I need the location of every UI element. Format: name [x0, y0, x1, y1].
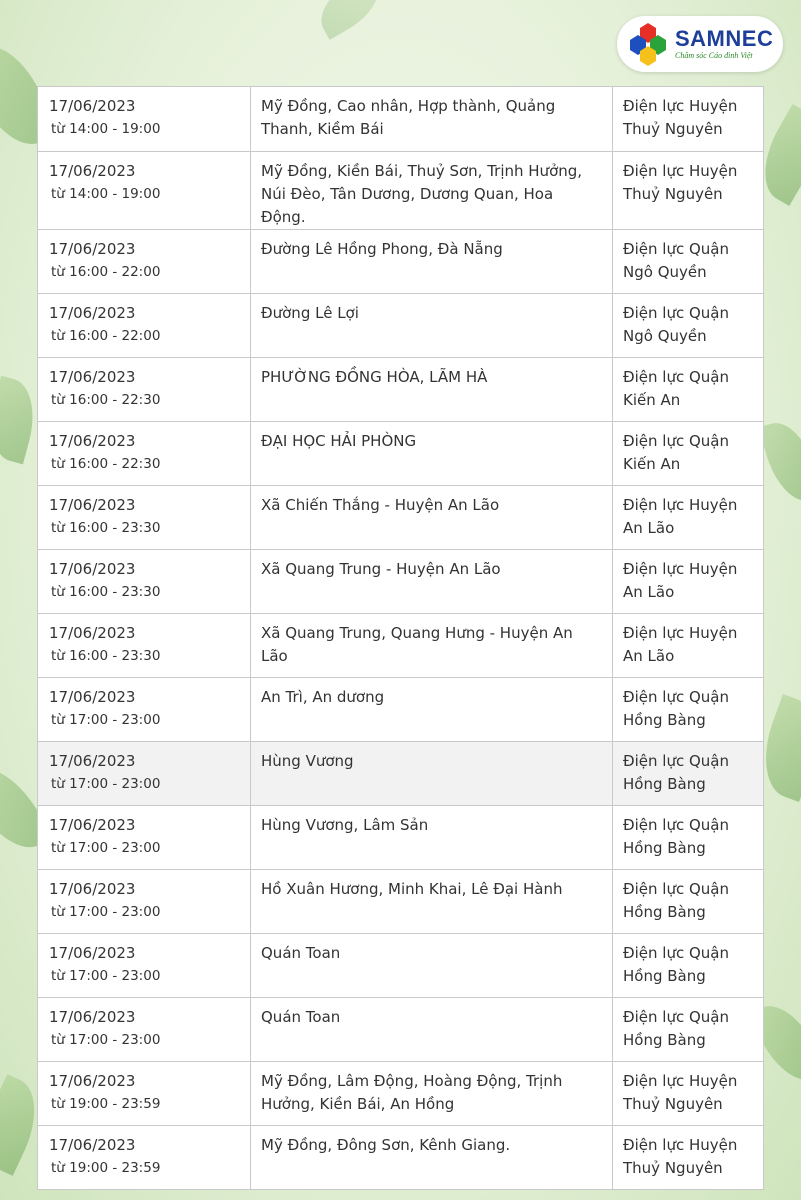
- power-unit-cell: Điện lực Quận Ngô Quyền: [613, 294, 764, 358]
- power-unit-cell: Điện lực Quận Ngô Quyền: [613, 230, 764, 294]
- outage-schedule-table: [37, 86, 763, 1190]
- outage-date: 17/06/2023: [49, 688, 136, 706]
- affected-area-cell: Mỹ Đồng, Lâm Động, Hoàng Động, Trịnh Hưởng, Kiền Bái, An Hồng: [251, 1062, 613, 1126]
- outage-time-range: từ 14:00 - 19:00: [51, 186, 161, 202]
- affected-area-cell: Đường Lê Hồng Phong, Đà Nẵng: [251, 230, 613, 294]
- power-unit-cell: Điện lực Huyện Thuỷ Nguyên: [613, 87, 764, 152]
- date-time-cell: [38, 1062, 251, 1126]
- affected-area-cell: Hùng Vương, Lâm Sản: [251, 806, 613, 870]
- outage-time-range: từ 16:00 - 22:00: [51, 264, 161, 280]
- affected-area-cell: Đường Lê Lợi: [251, 294, 613, 358]
- leaf-decoration: [759, 416, 801, 509]
- outage-date: 17/06/2023: [49, 1136, 136, 1154]
- power-unit-cell: Điện lực Quận Hồng Bàng: [613, 998, 764, 1062]
- date-time-cell: [38, 614, 251, 678]
- date-time-cell: [38, 230, 251, 294]
- date-time-cell: [38, 998, 251, 1062]
- power-unit-cell: Điện lực Huyện An Lão: [613, 614, 764, 678]
- outage-time-range: từ 16:00 - 22:00: [51, 328, 161, 344]
- outage-date: 17/06/2023: [49, 1008, 136, 1026]
- leaf-decoration: [310, 0, 391, 40]
- table-row: [38, 870, 764, 934]
- outage-time-range: từ 19:00 - 23:59: [51, 1160, 161, 1176]
- table-row: [38, 294, 764, 358]
- outage-time-range: từ 17:00 - 23:00: [51, 1032, 161, 1048]
- power-unit-cell: Điện lực Huyện Thuỷ Nguyên: [613, 152, 764, 230]
- affected-area-cell: Xã Quang Trung - Huyện An Lão: [251, 550, 613, 614]
- outage-time-range: từ 16:00 - 22:30: [51, 392, 161, 408]
- outage-time-range: từ 17:00 - 23:00: [51, 968, 161, 984]
- outage-date: 17/06/2023: [49, 304, 136, 322]
- table-row: [38, 87, 764, 152]
- table-row: [38, 998, 764, 1062]
- outage-date: 17/06/2023: [49, 240, 136, 258]
- outage-time-range: từ 17:00 - 23:00: [51, 776, 161, 792]
- outage-date: 17/06/2023: [49, 880, 136, 898]
- outage-time-range: từ 17:00 - 23:00: [51, 712, 161, 728]
- power-unit-cell: Điện lực Quận Hồng Bàng: [613, 742, 764, 806]
- affected-area-cell: Hồ Xuân Hương, Minh Khai, Lê Đại Hành: [251, 870, 613, 934]
- date-time-cell: [38, 358, 251, 422]
- power-unit-cell: Điện lực Huyện An Lão: [613, 550, 764, 614]
- table-row: [38, 550, 764, 614]
- affected-area-cell: Mỹ Đồng, Cao nhân, Hợp thành, Quảng Thanh, Kiềm Bái: [251, 87, 613, 152]
- affected-area-cell: Mỹ Đồng, Kiền Bái, Thuỷ Sơn, Trịnh Hưởng, Núi Đèo, Tân Dương, Dương Quan, Hoa Động.: [251, 152, 613, 230]
- affected-area-cell: Xã Chiến Thắng - Huyện An Lão: [251, 486, 613, 550]
- outage-date: 17/06/2023: [49, 368, 136, 386]
- power-unit-cell: Điện lực Quận Hồng Bàng: [613, 806, 764, 870]
- date-time-cell: [38, 550, 251, 614]
- outage-date: 17/06/2023: [49, 752, 136, 770]
- outage-time-range: từ 16:00 - 23:30: [51, 648, 161, 664]
- power-unit-cell: Điện lực Quận Kiến An: [613, 422, 764, 486]
- table-row: [38, 230, 764, 294]
- logo-name: SAMNEC: [675, 26, 774, 51]
- table-row: [38, 742, 764, 806]
- affected-area-cell: An Trì, An dương: [251, 678, 613, 742]
- affected-area-cell: Quán Toan: [251, 998, 613, 1062]
- power-unit-cell: Điện lực Huyện Thuỷ Nguyên: [613, 1062, 764, 1126]
- power-unit-cell: Điện lực Huyện Thuỷ Nguyên: [613, 1126, 764, 1190]
- outage-time-range: từ 16:00 - 23:30: [51, 584, 161, 600]
- date-time-cell: [38, 152, 251, 230]
- date-time-cell: [38, 678, 251, 742]
- outage-time-range: từ 16:00 - 23:30: [51, 520, 161, 536]
- table-row: [38, 358, 764, 422]
- table-row: [38, 614, 764, 678]
- date-time-cell: [38, 806, 251, 870]
- date-time-cell: [38, 486, 251, 550]
- table-row: [38, 1126, 764, 1190]
- outage-date: 17/06/2023: [49, 496, 136, 514]
- outage-date: 17/06/2023: [49, 624, 136, 642]
- affected-area-cell: Xã Quang Trung, Quang Hưng - Huyện An Lão: [251, 614, 613, 678]
- table-row: [38, 678, 764, 742]
- samnec-emblem-icon: [625, 21, 671, 67]
- power-unit-cell: Điện lực Huyện An Lão: [613, 486, 764, 550]
- date-time-cell: [38, 742, 251, 806]
- outage-date: 17/06/2023: [49, 97, 136, 115]
- date-time-cell: [38, 422, 251, 486]
- table-row: [38, 934, 764, 998]
- outage-time-range: từ 14:00 - 19:00: [51, 121, 161, 137]
- affected-area-cell: ĐẠI HỌC HẢI PHÒNG: [251, 422, 613, 486]
- outage-time-range: từ 19:00 - 23:59: [51, 1096, 161, 1112]
- table-row: [38, 422, 764, 486]
- power-unit-cell: Điện lực Quận Kiến An: [613, 358, 764, 422]
- logo-tagline: Chăm sóc Cáo đình Việt: [675, 51, 753, 60]
- date-time-cell: [38, 294, 251, 358]
- outage-date: 17/06/2023: [49, 162, 136, 180]
- date-time-cell: [38, 1126, 251, 1190]
- date-time-cell: [38, 87, 251, 152]
- samnec-logo: [617, 16, 783, 72]
- outage-time-range: từ 16:00 - 22:30: [51, 456, 161, 472]
- outage-date: 17/06/2023: [49, 1072, 136, 1090]
- table-row: [38, 486, 764, 550]
- date-time-cell: [38, 934, 251, 998]
- table-row: [38, 806, 764, 870]
- outage-time-range: từ 17:00 - 23:00: [51, 840, 161, 856]
- affected-area-cell: Mỹ Đồng, Đông Sơn, Kênh Giang.: [251, 1126, 613, 1190]
- table-row: [38, 152, 764, 230]
- outage-date: 17/06/2023: [49, 816, 136, 834]
- affected-area-cell: Hùng Vương: [251, 742, 613, 806]
- outage-date: 17/06/2023: [49, 560, 136, 578]
- affected-area-cell: PHƯỜNG ĐỒNG HÒA, LÃM HÀ: [251, 358, 613, 422]
- power-unit-cell: Điện lực Quận Hồng Bàng: [613, 678, 764, 742]
- outage-time-range: từ 17:00 - 23:00: [51, 904, 161, 920]
- date-time-cell: [38, 870, 251, 934]
- affected-area-cell: Quán Toan: [251, 934, 613, 998]
- power-unit-cell: Điện lực Quận Hồng Bàng: [613, 870, 764, 934]
- outage-date: 17/06/2023: [49, 432, 136, 450]
- table-row: [38, 1062, 764, 1126]
- power-unit-cell: Điện lực Quận Hồng Bàng: [613, 934, 764, 998]
- outage-date: 17/06/2023: [49, 944, 136, 962]
